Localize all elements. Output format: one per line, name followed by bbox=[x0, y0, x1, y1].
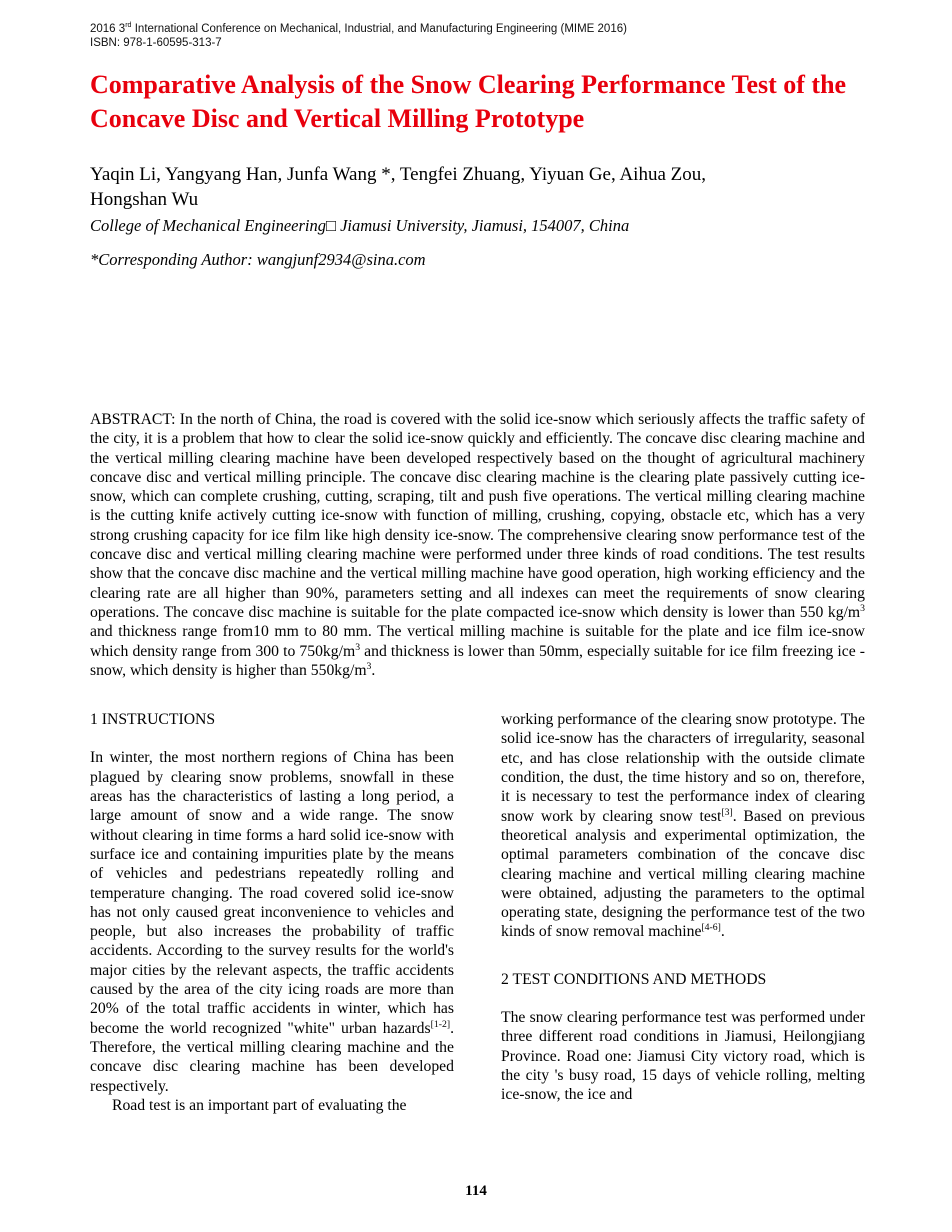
section-2-paragraph-1: The snow clearing performance test was performed under three different road conditions in Jiamusi, Heilongjiang Province. Road one: Jiamusi City victory road, which is the city 's busy road, 15 days of vehicle rolling, melting ice-snow, the ice and bbox=[501, 1009, 865, 1104]
conference-line: 2016 3rd International Conference on Mechanical, Industrial, and Manufacturing Engineering (MIME 2016) bbox=[90, 21, 627, 35]
body-columns bbox=[90, 710, 865, 1115]
corresponding-author-line: *Corresponding Author: wangjunf2934@sina.com bbox=[90, 250, 426, 269]
affiliation-line: College of Mechanical Engineering□ Jiamusi University, Jiamusi, 154007, China bbox=[90, 216, 630, 235]
section-1-paragraph-1: In winter, the most northern regions of China has been plagued by clearing snow problems, snowfall in these areas has the characteristics of lasting a long period, a large amount of snow and a wide range. The snow without clearing in time forms a hard solid ice-snow with surface ice and containing impurities plate by the means of vehicles and pedestrians repeatedly rolling and temperature changing. The road covered solid ice-snow has not only caused great inconvenience to vehicles and people, but also increases the probability of traffic accidents. According to the survey results for the world's major cities by the relevant aspects, the traffic accidents caused by the area of the city icing roads are more than 20% of the total traffic accidents in winter, which has become the world recognized "white" urban hazards[1-2]. Therefore, the vertical milling clearing machine and the concave disc clearing machine has been developed respectively. bbox=[90, 749, 454, 1095]
section-1-paragraph-3: working performance of the clearing snow prototype. The solid ice-snow has the characters of irregularity, seasonal etc, and has close relationship with the outside climate condition, the dust, the time history and so on, therefore, it is necessary to test the performance index of clearing snow work by clearing snow test[3]. Based on previous theoretical analysis and experimental optimization, the optimal parameters combination of the concave disc clearing machine and vertical milling clearing machine were obtained, adjusting the parameters to the optimal operating state, designing the performance test of the two kinds of snow removal machine[4-6]. bbox=[501, 711, 865, 941]
section-2-heading: 2 TEST CONDITIONS AND METHODS bbox=[501, 970, 767, 988]
isbn-line: ISBN: 978-1-60595-313-7 bbox=[90, 37, 222, 49]
page-header bbox=[90, 22, 865, 50]
right-column bbox=[501, 710, 865, 1115]
abstract-paragraph: ABSTRACT: In the north of China, the road is covered with the solid ice-snow which seriously affects the traffic safety of the city, it is a problem that how to clear the solid ice-snow quickly and efficiently. The concave disc clearing machine and the vertical milling clearing machine have been developed respectively based on the thought of agricultural machinery concave disc and vertical milling principle. The concave disc clearing machine is the clearing plate passively cutting ice-snow, which can complete crushing, cutting, scraping, tilt and push five operations. The vertical milling clearing machine is the cutting knife actively cutting ice-snow with function of milling, crushing, copying, obstacle etc, which has a very strong crushing capacity for ice film like high density ice-snow. The comprehensive clearing snow performance test of the concave disc and vertical milling clearing machine were performed under three kinds of road conditions. The test results show that the concave disc machine and the vertical milling machine have good operation, high working efficiency and the clearing rate are all higher than 90%, parameters setting and all indexes can meet the requirements of snow clearing operations. The concave disc machine is suitable for the plate compacted ice-snow which density is lower than 550 $kg/m^3$ and thickness range from10 mm to 80 mm. The vertical milling machine is suitable for the plate and ice film ice-snow which density range from 300 to $750kg/m^3$ and thickness is lower than 50mm, especially suitable for ice film freezing ice -snow, which density is higher than $550kg/m^3$. bbox=[90, 411, 865, 679]
left-column bbox=[90, 710, 454, 1115]
authors-line: Yaqin Li, Yangyang Han, Junfa Wang *, Tengfei Zhuang, Yiyuan Ge, Aihua Zou, Hongshan Wu bbox=[90, 164, 706, 210]
paper-title: Comparative Analysis of the Snow Clearing Performance Test of the Concave Disc and Vertical Milling Prototype bbox=[90, 70, 847, 133]
page-number: 114 bbox=[465, 1183, 487, 1199]
section-1-paragraph-2: Road test is an important part of evaluating the bbox=[112, 1096, 407, 1114]
section-1-heading: 1 INSTRUCTIONS bbox=[90, 711, 216, 729]
